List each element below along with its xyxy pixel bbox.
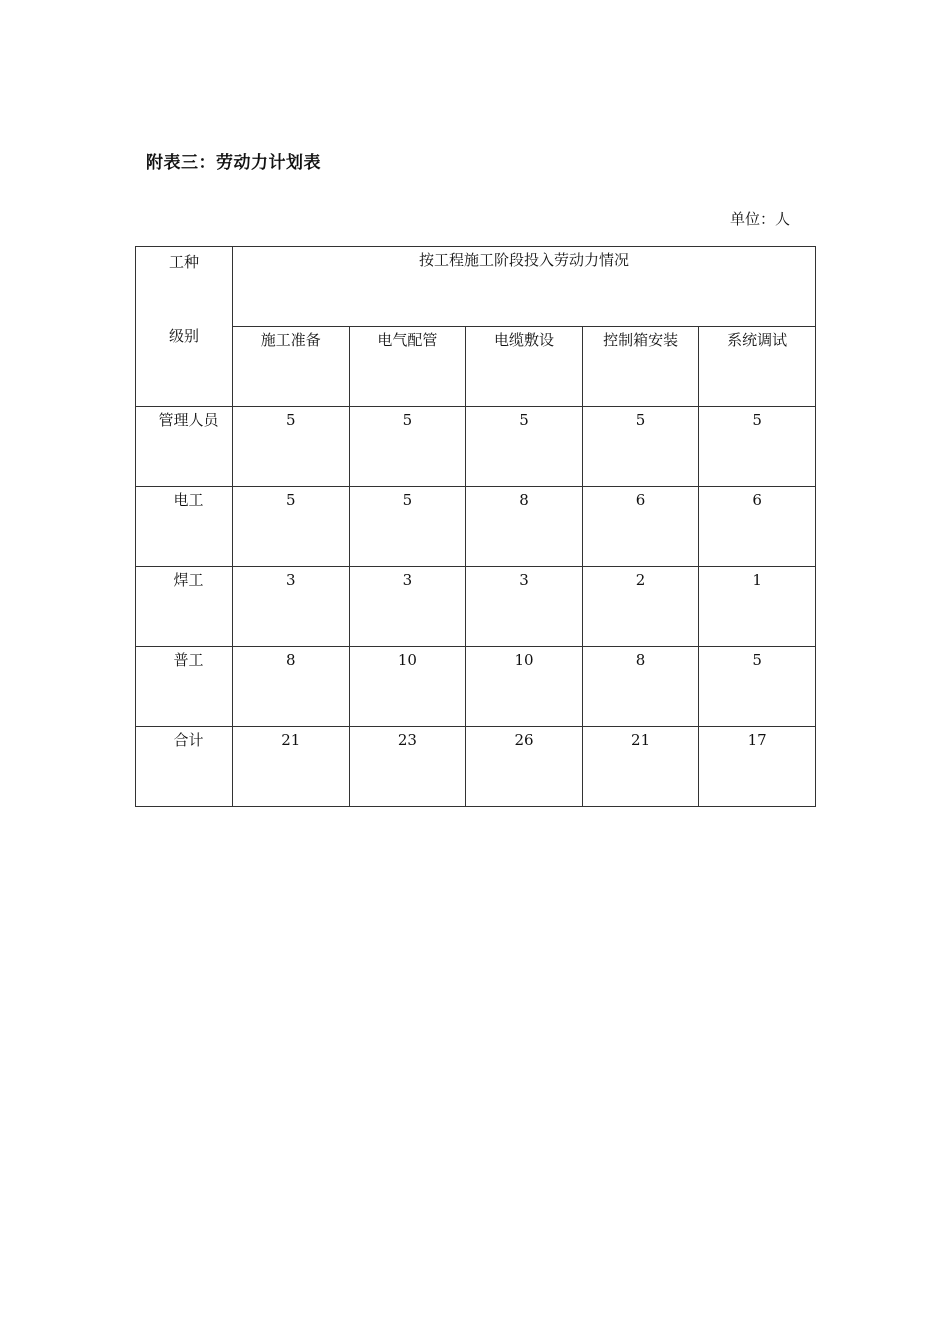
table-cell — [349, 727, 466, 807]
cell-value: 23 — [397, 731, 417, 749]
stage-header-cell — [466, 327, 583, 407]
cell-value: 5 — [402, 491, 413, 509]
table-cell — [582, 647, 699, 727]
table-cell — [582, 567, 699, 647]
stage-header-cell — [582, 327, 699, 407]
cell-value: 8 — [286, 651, 296, 669]
row-label: 合计 — [173, 731, 204, 749]
stage-header-cell — [233, 327, 350, 407]
cell-value: 5 — [286, 411, 296, 429]
row-label-cell — [136, 567, 233, 647]
cell-value: 3 — [402, 571, 413, 589]
stage-header-cell — [699, 327, 816, 407]
row-label: 焊工 — [173, 571, 204, 589]
table-cell — [349, 487, 466, 567]
group-header: 按工程施工阶段投入劳动力情况 — [418, 251, 629, 269]
group-header-cell — [233, 247, 816, 327]
corner-header-cell — [136, 247, 233, 407]
cell-value: 2 — [635, 571, 646, 589]
cell-value: 1 — [752, 571, 762, 589]
table-cell — [582, 407, 699, 487]
table-row — [136, 647, 816, 727]
corner-header-trade: 工种 — [168, 253, 199, 271]
table-cell — [233, 407, 350, 487]
table-cell — [349, 647, 466, 727]
table-cell — [466, 487, 583, 567]
table-cell — [466, 647, 583, 727]
stage-header: 系统调试 — [727, 331, 788, 349]
table-cell — [233, 487, 350, 567]
row-label-cell — [136, 647, 233, 727]
cell-value: 10 — [397, 651, 417, 669]
table-row — [136, 567, 816, 647]
row-label-cell — [136, 407, 233, 487]
table-cell — [582, 487, 699, 567]
cell-value: 8 — [635, 651, 646, 669]
cell-value: 5 — [402, 411, 413, 429]
table-cell — [699, 407, 816, 487]
row-label: 普工 — [173, 651, 204, 669]
table-row — [136, 407, 816, 487]
table-cell — [466, 567, 583, 647]
table-cell — [349, 567, 466, 647]
cell-value: 6 — [752, 491, 762, 509]
stage-header: 电缆敷设 — [493, 331, 554, 349]
cell-value: 5 — [286, 491, 296, 509]
stage-header-cell — [349, 327, 466, 407]
unit-note: 单位：人 — [729, 210, 790, 228]
stage-header: 电气配管 — [377, 331, 438, 349]
table-cell — [233, 647, 350, 727]
table-cell — [466, 407, 583, 487]
cell-value: 26 — [514, 731, 534, 749]
table-cell — [466, 727, 583, 807]
table-cell — [233, 727, 350, 807]
cell-value: 17 — [747, 731, 767, 749]
table-cell — [233, 567, 350, 647]
page-title: 附表三：劳动力计划表 — [146, 153, 321, 173]
table-cell — [699, 647, 816, 727]
cell-value: 5 — [519, 411, 529, 429]
cell-value: 5 — [752, 651, 762, 669]
cell-value: 10 — [514, 651, 534, 669]
cell-value: 3 — [286, 571, 296, 589]
row-label-cell — [136, 487, 233, 567]
row-label: 管理人员 — [158, 411, 219, 429]
table-cell — [699, 487, 816, 567]
table-cell — [699, 567, 816, 647]
table-row — [136, 487, 816, 567]
cell-value: 5 — [635, 411, 646, 429]
row-label: 电工 — [173, 491, 204, 509]
row-label-cell — [136, 727, 233, 807]
cell-value: 5 — [752, 411, 762, 429]
corner-header-level: 级别 — [168, 327, 199, 345]
stage-header: 施工准备 — [260, 331, 321, 349]
stage-header: 控制箱安装 — [603, 331, 679, 349]
table-cell — [582, 727, 699, 807]
cell-value: 21 — [281, 731, 301, 749]
cell-value: 6 — [635, 491, 646, 509]
labor-plan-table — [135, 246, 816, 807]
table-row-total — [136, 727, 816, 807]
cell-value: 8 — [519, 491, 529, 509]
table-cell — [349, 407, 466, 487]
table-cell — [699, 727, 816, 807]
cell-value: 3 — [519, 571, 529, 589]
cell-value: 21 — [631, 731, 651, 749]
